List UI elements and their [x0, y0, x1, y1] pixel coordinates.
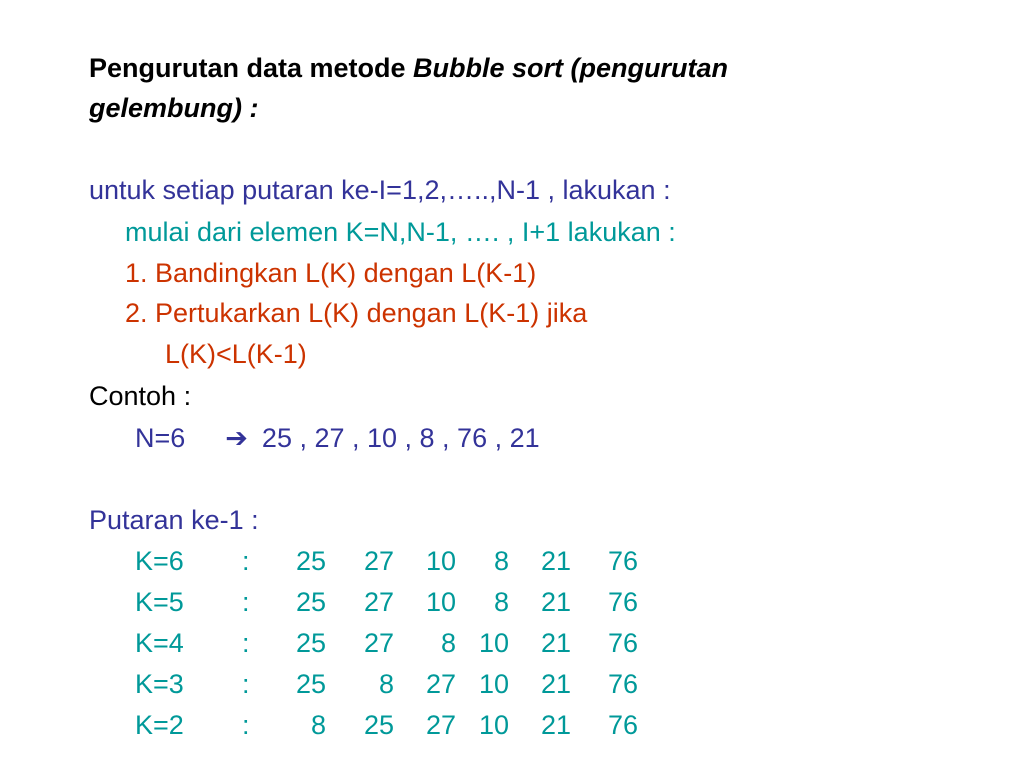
- table-row: [0, 705, 1024, 745]
- value-cell: 10: [478, 628, 509, 658]
- title-plain: Pengurutan data metode: [89, 53, 414, 83]
- value-cell: 27: [363, 546, 394, 576]
- value-cell: 10: [425, 546, 456, 576]
- value-cell: 76: [607, 587, 638, 617]
- table-row: [0, 582, 1024, 622]
- title-italic: Bubble sort (pengurutan: [413, 53, 729, 83]
- value-cell: 8: [493, 546, 509, 576]
- step-2-condition: L(K)<L(K-1): [165, 339, 307, 369]
- table-row: [0, 623, 1024, 663]
- value-cell: 27: [363, 628, 394, 658]
- value-cell: 25: [295, 669, 326, 699]
- table-row: [0, 541, 1024, 581]
- table-row: [0, 664, 1024, 704]
- value-cell: 21: [540, 669, 571, 699]
- separator: :: [242, 669, 250, 699]
- value-cell: 21: [540, 546, 571, 576]
- value-cell: 27: [425, 669, 456, 699]
- outer-loop-text: untuk setiap putaran ke-I=1,2,…..,N-1 , lakukan :: [89, 175, 671, 205]
- example-heading: Contoh :: [89, 381, 192, 411]
- value-cell: 10: [425, 587, 456, 617]
- value-cell: 21: [540, 628, 571, 658]
- k-label: K=6: [135, 546, 184, 576]
- k-label: K=3: [135, 669, 184, 699]
- value-cell: 21: [540, 710, 571, 740]
- value-cell: 76: [607, 710, 638, 740]
- value-cell: 8: [310, 710, 326, 740]
- step-2-text: 2. Pertukarkan L(K) dengan L(K-1) jika: [125, 298, 588, 328]
- title-italic-2: gelembung) :: [89, 93, 259, 123]
- value-cell: 25: [295, 628, 326, 658]
- value-cell: 27: [363, 587, 394, 617]
- separator: :: [242, 710, 250, 740]
- input-values: 25 , 27 , 10 , 8 , 76 , 21: [261, 423, 540, 453]
- value-cell: 8: [440, 628, 456, 658]
- value-cell: 10: [478, 669, 509, 699]
- k-label: K=2: [135, 710, 184, 740]
- n-label: N=6: [135, 423, 186, 453]
- value-cell: 8: [378, 669, 394, 699]
- slide-title-line-2: [89, 88, 259, 128]
- value-cell: 21: [540, 587, 571, 617]
- separator: :: [242, 587, 250, 617]
- value-cell: 25: [363, 710, 394, 740]
- inner-loop-text: mulai dari elemen K=N,N-1, …. , I+1 lakukan :: [125, 217, 676, 247]
- k-label: K=4: [135, 628, 184, 658]
- separator: :: [242, 628, 250, 658]
- value-cell: 8: [493, 587, 509, 617]
- value-cell: 25: [295, 546, 326, 576]
- value-cell: 25: [295, 587, 326, 617]
- value-cell: 27: [425, 710, 456, 740]
- value-cell: 10: [478, 710, 509, 740]
- pass-1-heading: Putaran ke-1 :: [89, 505, 259, 535]
- separator: :: [242, 546, 250, 576]
- step-1-text: 1. Bandingkan L(K) dengan L(K-1): [125, 258, 537, 288]
- value-cell: 76: [607, 669, 638, 699]
- k-label: K=5: [135, 587, 184, 617]
- right-arrow-icon: ➔: [225, 423, 248, 453]
- value-cell: 76: [607, 546, 638, 576]
- example-input: [135, 418, 540, 458]
- slide-title-line-1: [89, 48, 728, 88]
- value-cell: 76: [607, 628, 638, 658]
